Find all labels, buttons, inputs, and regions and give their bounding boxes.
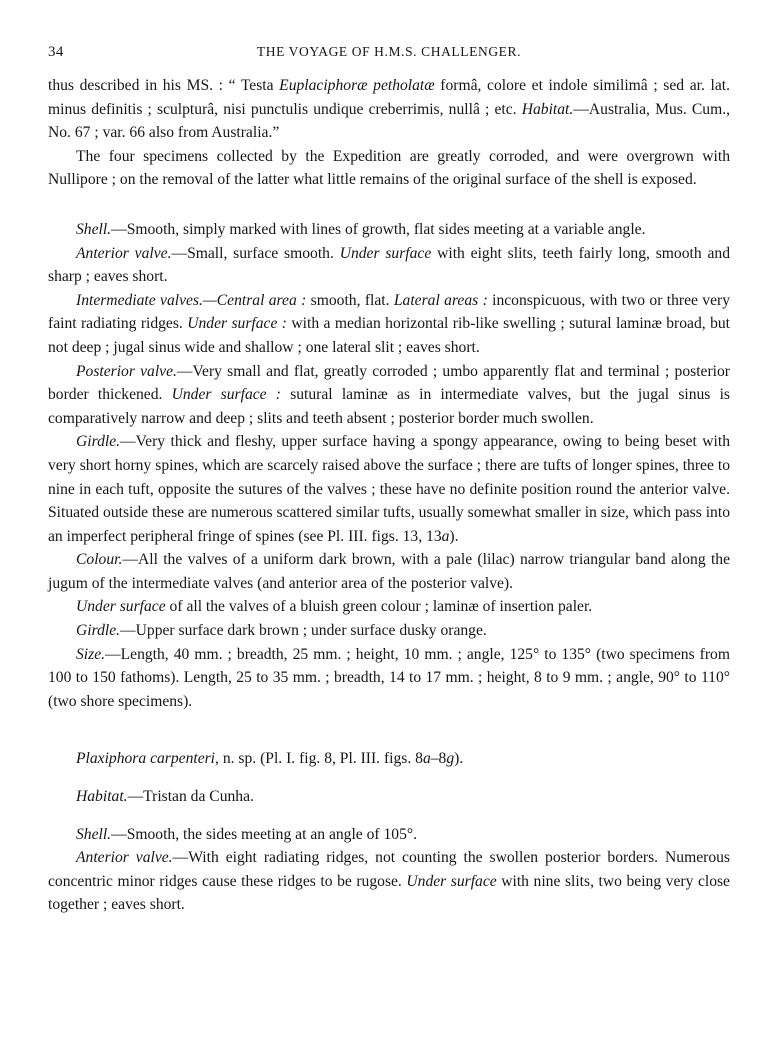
italic-term: Posterior valve.	[76, 362, 177, 380]
running-title: THE VOYAGE OF H.M.S. CHALLENGER.	[256, 44, 522, 59]
italic-term: Habitat.	[76, 788, 128, 806]
italic-term: a	[441, 527, 450, 545]
italic-term: Under surface	[76, 598, 166, 616]
italic-term: Under surface :	[187, 315, 287, 333]
page-number: 34	[48, 44, 64, 60]
italic-term: Girdle.	[76, 433, 121, 451]
paragraph-anterior-valve-2: Anterior valve.—With eight radiating ridges, not counting the swollen posterior borders. Numerous concentric minor ridges cause these ridges to be rugose. Under surface with nine slits, two being very close together ; eaves short.	[48, 849, 730, 914]
paragraph-girdle: Girdle.—Very thick and fleshy, upper surface having a spongy appearance, owing to being beset with very short horny spines, which are scarcely raised above the surface ; there are tufts of longer spines, three to nine in each tuft, opposite the sutures of the valves ; these have no definite position round the anterior valve. Situated outside these are numerous scattered similar tufts, usually somewhat smaller in size, which pass into an imperfect peripheral fringe of spines (see Pl. III. figs. 13, 13a).	[48, 433, 730, 545]
italic-term: Plaxiphora carpenteri	[76, 750, 216, 768]
italic-term: Lateral areas :	[393, 291, 488, 309]
paragraph-size: Size.—Length, 40 mm. ; breadth, 25 mm. ; height, 10 mm. ; angle, 125° to 135° (two specimens from 100 to 150 fathoms). Length, 25 to 35 mm. ; breadth, 14 to 17 mm. ; height, 8 to 9 mm. ; angle, 90° to 110° (two shore specimens).	[48, 645, 730, 710]
italic-term: Under surface :	[171, 386, 281, 404]
italic-term: Under surface	[406, 872, 497, 890]
paragraph-anterior-valve: Anterior valve.—Small, surface smooth. Under surface with eight slits, teeth fairly long, smooth and sharp ; eaves short.	[48, 244, 730, 286]
italic-term: Intermediate valves.—Central area :	[76, 291, 307, 309]
italic-term: Anterior valve.	[76, 849, 173, 867]
italic-term: g	[446, 750, 455, 768]
italic-term: Shell.	[76, 220, 112, 238]
paragraph-shell-2: Shell.—Smooth, the sides meeting at an angle of 105°.	[76, 825, 418, 843]
italic-term: Size.	[76, 645, 106, 663]
paragraph-species-heading: Plaxiphora carpenteri, n. sp. (Pl. I. fig. 8, Pl. III. figs. 8a–8g).	[76, 750, 464, 768]
paragraph-ms-description: thus described in his MS. : “ Testa Euplaciphoræ petholatæ formâ, colore et indole similimâ ; sed ar. lat. minus definitis ; sculpturâ, nisi punctulis undique creberrimis, nullâ ; etc. Habitat.—Australia, Mus. Cum., No. 67 ; var. 66 also from Australia.”	[48, 77, 731, 142]
italic-term: Habitat.	[521, 100, 574, 118]
italic-term: Shell.	[76, 825, 112, 843]
paragraph-habitat: Habitat.—Tristan da Cunha.	[76, 788, 254, 806]
italic-term: Girdle.	[76, 622, 121, 640]
paragraph-colour: Colour.—All the valves of a uniform dark brown, with a pale (lilac) narrow triangular band along the jugum of the intermediate valves (and anterior area of the posterior valve).	[48, 551, 730, 592]
running-head	[48, 44, 730, 66]
paragraph-posterior-valve: Posterior valve.—Very small and flat, greatly corroded ; umbo apparently flat and terminal ; posterior border thickened. Under surface : sutural laminæ as in intermediate valves, but the jugal sinus is comparatively narrow and deep ; slits and teeth absent ; posterior border much swollen.	[48, 362, 730, 427]
paragraph-specimens: The four specimens collected by the Expedition are greatly corroded, and were overgrown with Nullipore ; on the removal of the latter what little remains of the original surface of the shell is exposed.	[48, 147, 730, 189]
italic-term: Anterior valve.	[76, 244, 172, 262]
italic-term: Colour.	[76, 551, 123, 569]
paragraph-shell: Shell.—Smooth, simply marked with lines of growth, flat sides meeting at a variable angle.	[76, 220, 646, 238]
paragraph-girdle-colour: Girdle.—Upper surface dark brown ; under surface dusky orange.	[76, 622, 487, 640]
italic-term: Euplaciphoræ petholatæ	[279, 77, 435, 94]
paragraph-intermediate-valves: Intermediate valves.—Central area : smooth, flat. Lateral areas : inconspicuous, with two or three very faint radiating ridges. Under surface : with a median horizontal rib-like swelling ; sutural laminæ broad, but not deep ; jugal sinus wide and shallow ; one lateral slit ; eaves short.	[48, 291, 730, 356]
italic-term: Under surface	[339, 244, 432, 262]
italic-term: a	[422, 750, 431, 768]
paragraph-under-surface: Under surface of all the valves of a bluish green colour ; laminæ of insertion paler.	[76, 598, 593, 616]
